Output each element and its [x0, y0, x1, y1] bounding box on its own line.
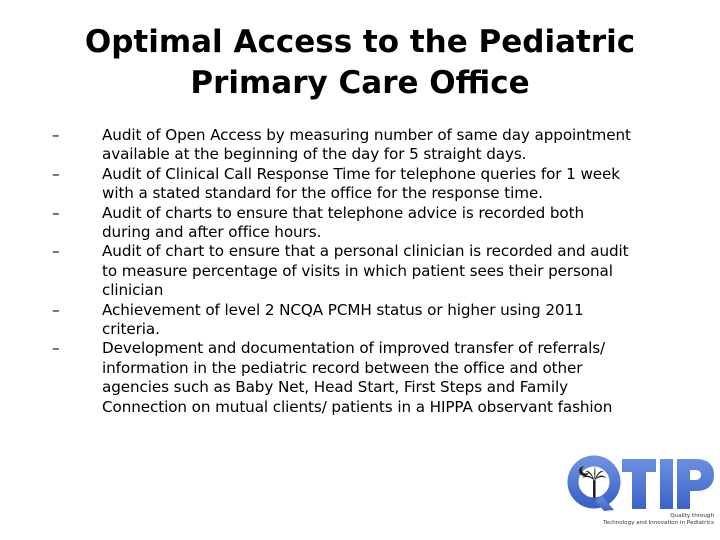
bullet-line: criteria. — [102, 320, 160, 339]
bullet-dash: – — [52, 203, 60, 222]
bullet-item — [46, 165, 670, 204]
bullet-line: agencies such as Baby Net, Head Start, First Steps and Family — [102, 378, 569, 397]
bullet-line: Achievement of level 2 NCQA PCMH status or higher using 2011 — [102, 300, 584, 319]
logo-letter-i — [660, 459, 673, 509]
bullet-line: Audit of chart to ensure that a personal clinician is recorded and audit — [102, 242, 629, 261]
logo-letter-p — [677, 459, 714, 509]
bullet-list — [46, 126, 670, 417]
bullet-line: Audit of charts to ensure that telephone advice is recorded both — [102, 203, 584, 222]
bullet-line: available at the beginning of the day for 5 straight days. — [102, 145, 527, 164]
title-line-1: Optimal Access to the Pediatric — [84, 24, 636, 60]
bullet-line: Development and documentation of improved transfer of referrals/ — [102, 339, 606, 358]
bullet-item — [46, 339, 670, 417]
bullet-dash: – — [52, 300, 60, 319]
bullet-line: Connection on mutual clients/ patients in a HIPPA observant fashion — [102, 397, 613, 416]
bullet-line: Audit of Open Access by measuring number of same day appointment — [102, 126, 631, 144]
title-line-2: Primary Care Office — [190, 65, 530, 101]
bullet-line: with a stated standard for the office for the response time. — [102, 184, 543, 203]
bullet-item — [46, 301, 670, 340]
slide-title — [40, 22, 680, 104]
bullet-dash: – — [52, 339, 60, 358]
palmetto-tree-icon — [582, 467, 606, 498]
logo-letter-t — [622, 459, 656, 509]
logo-tagline-line-1: Quality through — [670, 513, 714, 519]
bullet-dash: – — [52, 242, 60, 261]
bullet-item — [46, 204, 670, 243]
bullet-item — [46, 242, 670, 300]
bullet-item — [46, 126, 670, 165]
bullet-line: Audit of Clinical Call Response Time for telephone queries for 1 week — [102, 164, 620, 183]
logo-tagline-line-2: Technology and Innovation in Pediatrics — [603, 520, 714, 526]
bullet-line: to measure percentage of visits in which patient sees their personal — [102, 261, 613, 280]
bullet-line: information in the pediatric record between the office and other — [102, 358, 583, 377]
bullet-dash: – — [52, 126, 60, 144]
qtip-logo-mark — [564, 452, 716, 514]
bullet-dash: – — [52, 164, 60, 183]
bullet-line: clinician — [102, 281, 164, 300]
bullet-line: during and after office hours. — [102, 223, 322, 242]
qtip-logo — [564, 452, 716, 538]
